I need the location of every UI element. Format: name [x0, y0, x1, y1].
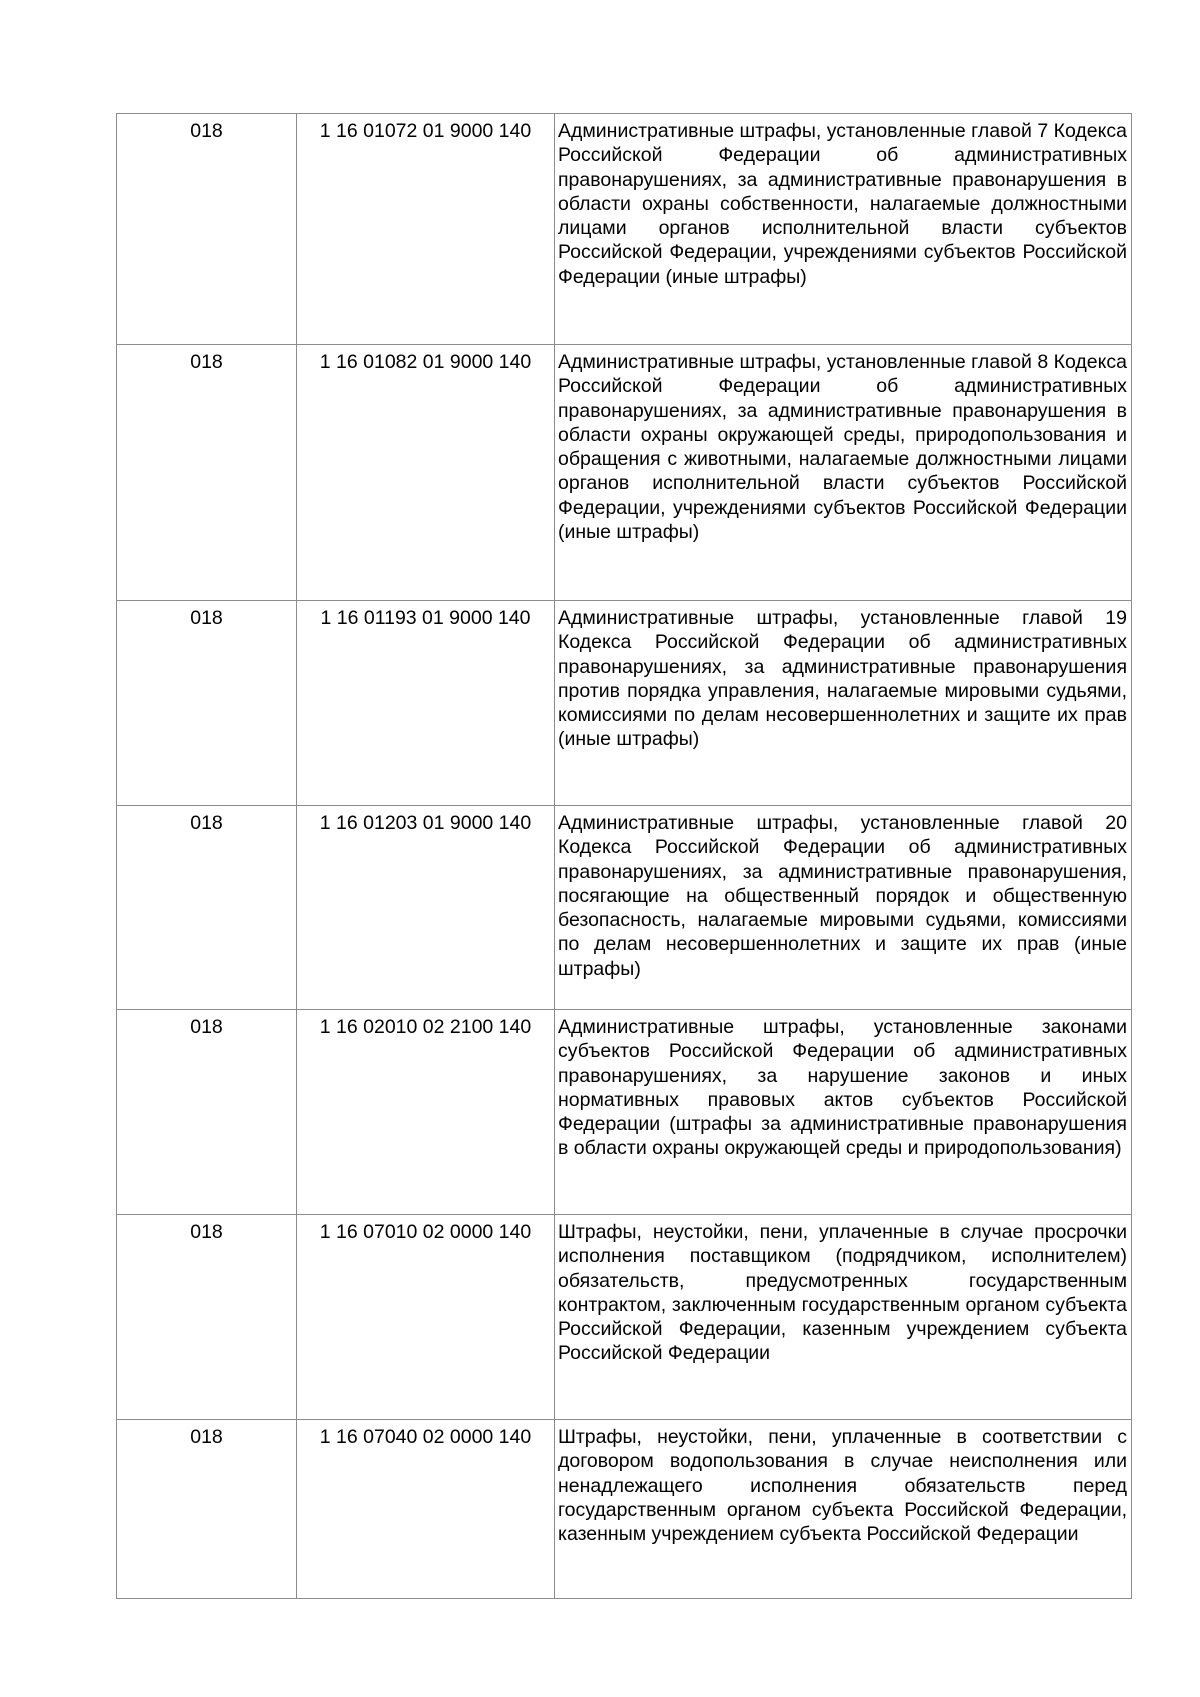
- description-cell: Административные штрафы, установленные главой 8 Кодекса Российской Федерации об административных правонарушениях, за административные правонарушения в области охраны окружающей среды, природопользования и обращения с животными, налагаемые должностными лицами органов исполнительной власти субъектов Российской Федерации, учреждениями субъектов Российской Федерации (иные штрафы): [555, 345, 1132, 601]
- kbk-code-cell: 1 16 01203 01 9000 140: [297, 806, 555, 1010]
- admin-code-cell: 018: [117, 1215, 297, 1420]
- description-cell: Административные штрафы, установленные главой 19 Кодекса Российской Федерации об административных правонарушениях, за административные правонарушения против порядка управления, налагаемые мировыми судьями, комиссиями по делам несовершеннолетних и защите их прав (иные штрафы): [555, 601, 1132, 806]
- table-row: [117, 114, 1132, 345]
- admin-code-cell: 018: [117, 806, 297, 1010]
- table-row: [117, 1010, 1132, 1215]
- kbk-code-cell: 1 16 01193 01 9000 140: [297, 601, 555, 806]
- admin-code-cell: 018: [117, 601, 297, 806]
- description-cell: Штрафы, неустойки, пени, уплаченные в случае просрочки исполнения поставщиком (подрядчиком, исполнителем) обязательств, предусмотренных государственным контрактом, заключенным государственным органом субъекта Российской Федерации, казенным учреждением субъекта Российской Федерации: [555, 1215, 1132, 1420]
- kbk-code-cell: 1 16 07010 02 0000 140: [297, 1215, 555, 1420]
- table-row: [117, 806, 1132, 1010]
- table-row: [117, 1420, 1132, 1599]
- description-cell: Административные штрафы, установленные законами субъектов Российской Федерации об административных правонарушениях, за нарушение законов и иных нормативных правовых актов субъектов Российской Федерации (штрафы за административные правонарушения в области охраны окружающей среды и природопользования): [555, 1010, 1132, 1215]
- description-cell: Административные штрафы, установленные главой 20 Кодекса Российской Федерации об административных правонарушениях, за административные правонарушения, посягающие на общественный порядок и общественную безопасность, налагаемые мировыми судьями, комиссиями по делам несовершеннолетних и защите их прав (иные штрафы): [555, 806, 1132, 1010]
- admin-code-cell: 018: [117, 345, 297, 601]
- kbk-code-cell: 1 16 01082 01 9000 140: [297, 345, 555, 601]
- table-row: [117, 345, 1132, 601]
- admin-code-cell: 018: [117, 114, 297, 345]
- kbk-code-cell: 1 16 02010 02 2100 140: [297, 1010, 555, 1215]
- kbk-code-cell: 1 16 07040 02 0000 140: [297, 1420, 555, 1599]
- table-row: [117, 601, 1132, 806]
- kbk-code-cell: 1 16 01072 01 9000 140: [297, 114, 555, 345]
- description-cell: Штрафы, неустойки, пени, уплаченные в соответствии с договором водопользования в случае неисполнения или ненадлежащего исполнения обязательств перед государственным органом субъекта Российской Федерации, казенным учреждением субъекта Российской Федерации: [555, 1420, 1132, 1599]
- budget-codes-table: [116, 113, 1132, 1599]
- admin-code-cell: 018: [117, 1010, 297, 1215]
- table-row: [117, 1215, 1132, 1420]
- description-cell: Административные штрафы, установленные главой 7 Кодекса Российской Федерации об административных правонарушениях, за административные правонарушения в области охраны собственности, налагаемые должностными лицами органов исполнительной власти субъектов Российской Федерации, учреждениями субъектов Российской Федерации (иные штрафы): [555, 114, 1132, 345]
- admin-code-cell: 018: [117, 1420, 297, 1599]
